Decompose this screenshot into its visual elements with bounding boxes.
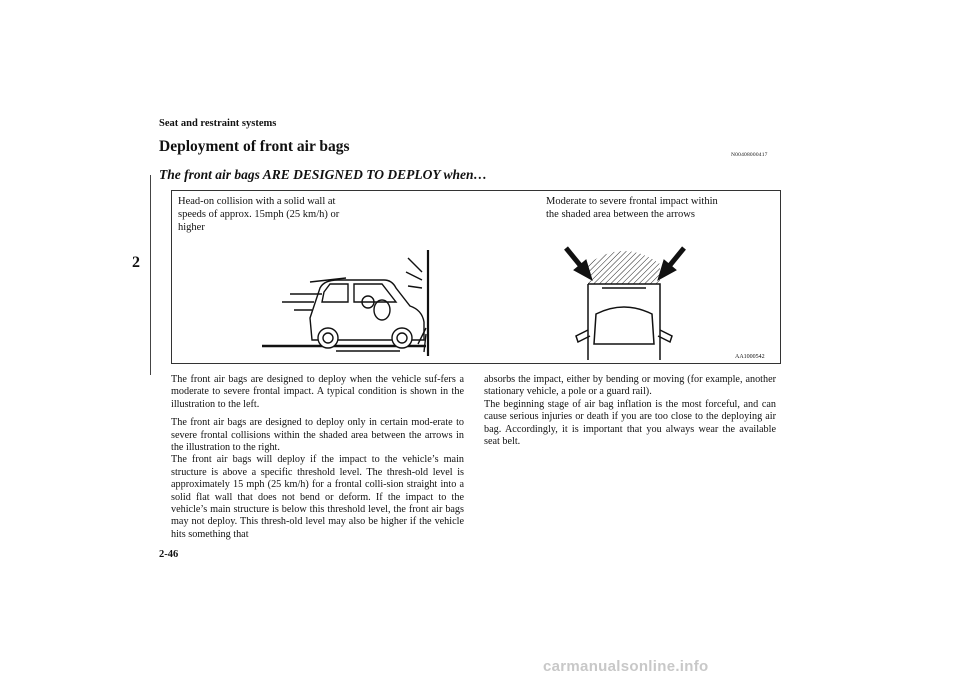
body-column-right xyxy=(484,374,776,454)
page-title: Deployment of front air bags xyxy=(159,138,350,155)
page-number: 2-46 xyxy=(159,549,179,560)
page-subtitle: The front air bags ARE DESIGNED TO DEPLOY when… xyxy=(159,167,488,182)
reference-code: N00408000417 xyxy=(731,152,768,158)
chapter-rule xyxy=(150,175,151,375)
chapter-number: 2 xyxy=(132,254,140,271)
body-paragraph: absorbs the impact, either by bending or moving (for example, another stationary vehicle, a pole or a guard rail). The beginning stage of air bag inflation is the most forceful, and can cause serious injuries or death if you are too close to the deploying air bag. Accordingly, it is important that you always wear the available seat belt. xyxy=(484,374,776,448)
crash-illustration xyxy=(250,248,450,358)
watermark: carmanualsonline.info xyxy=(543,658,709,675)
body-paragraph: The front air bags are designed to deploy only in certain mod-erate to severe frontal collisions within the shaded area between the arrows in the illustration to the right. The front air bags will deploy if the impact to the vehicle’s main structure is above a specific threshold level. The thresh-old level is approximately 15 mph (25 km/h) for a frontal colli-sion straight into a solid flat wall that does not bend or deform. If the impact to the vehicle’s main structure is below this threshold level, the front air bags may not deploy. This thresh-old level may also be higher if the vehicle hits something that xyxy=(171,417,464,540)
impact-zone-illustration xyxy=(560,238,690,360)
section-header: Seat and restraint systems xyxy=(159,118,277,129)
body-column-left xyxy=(171,374,464,547)
figure-caption-left: Head-on collision with a solid wall at speeds of approx. 15mph (25 km/h) or higher xyxy=(178,196,340,233)
body-paragraph: The front air bags are designed to deploy when the vehicle suf-fers a moderate to severe frontal impact. A typical condition is shown in the illustration to the left. xyxy=(171,374,464,410)
figure-caption-right: Moderate to severe frontal impact within the shaded area between the arrows xyxy=(546,196,718,220)
figure-code: AA1000542 xyxy=(735,354,765,360)
